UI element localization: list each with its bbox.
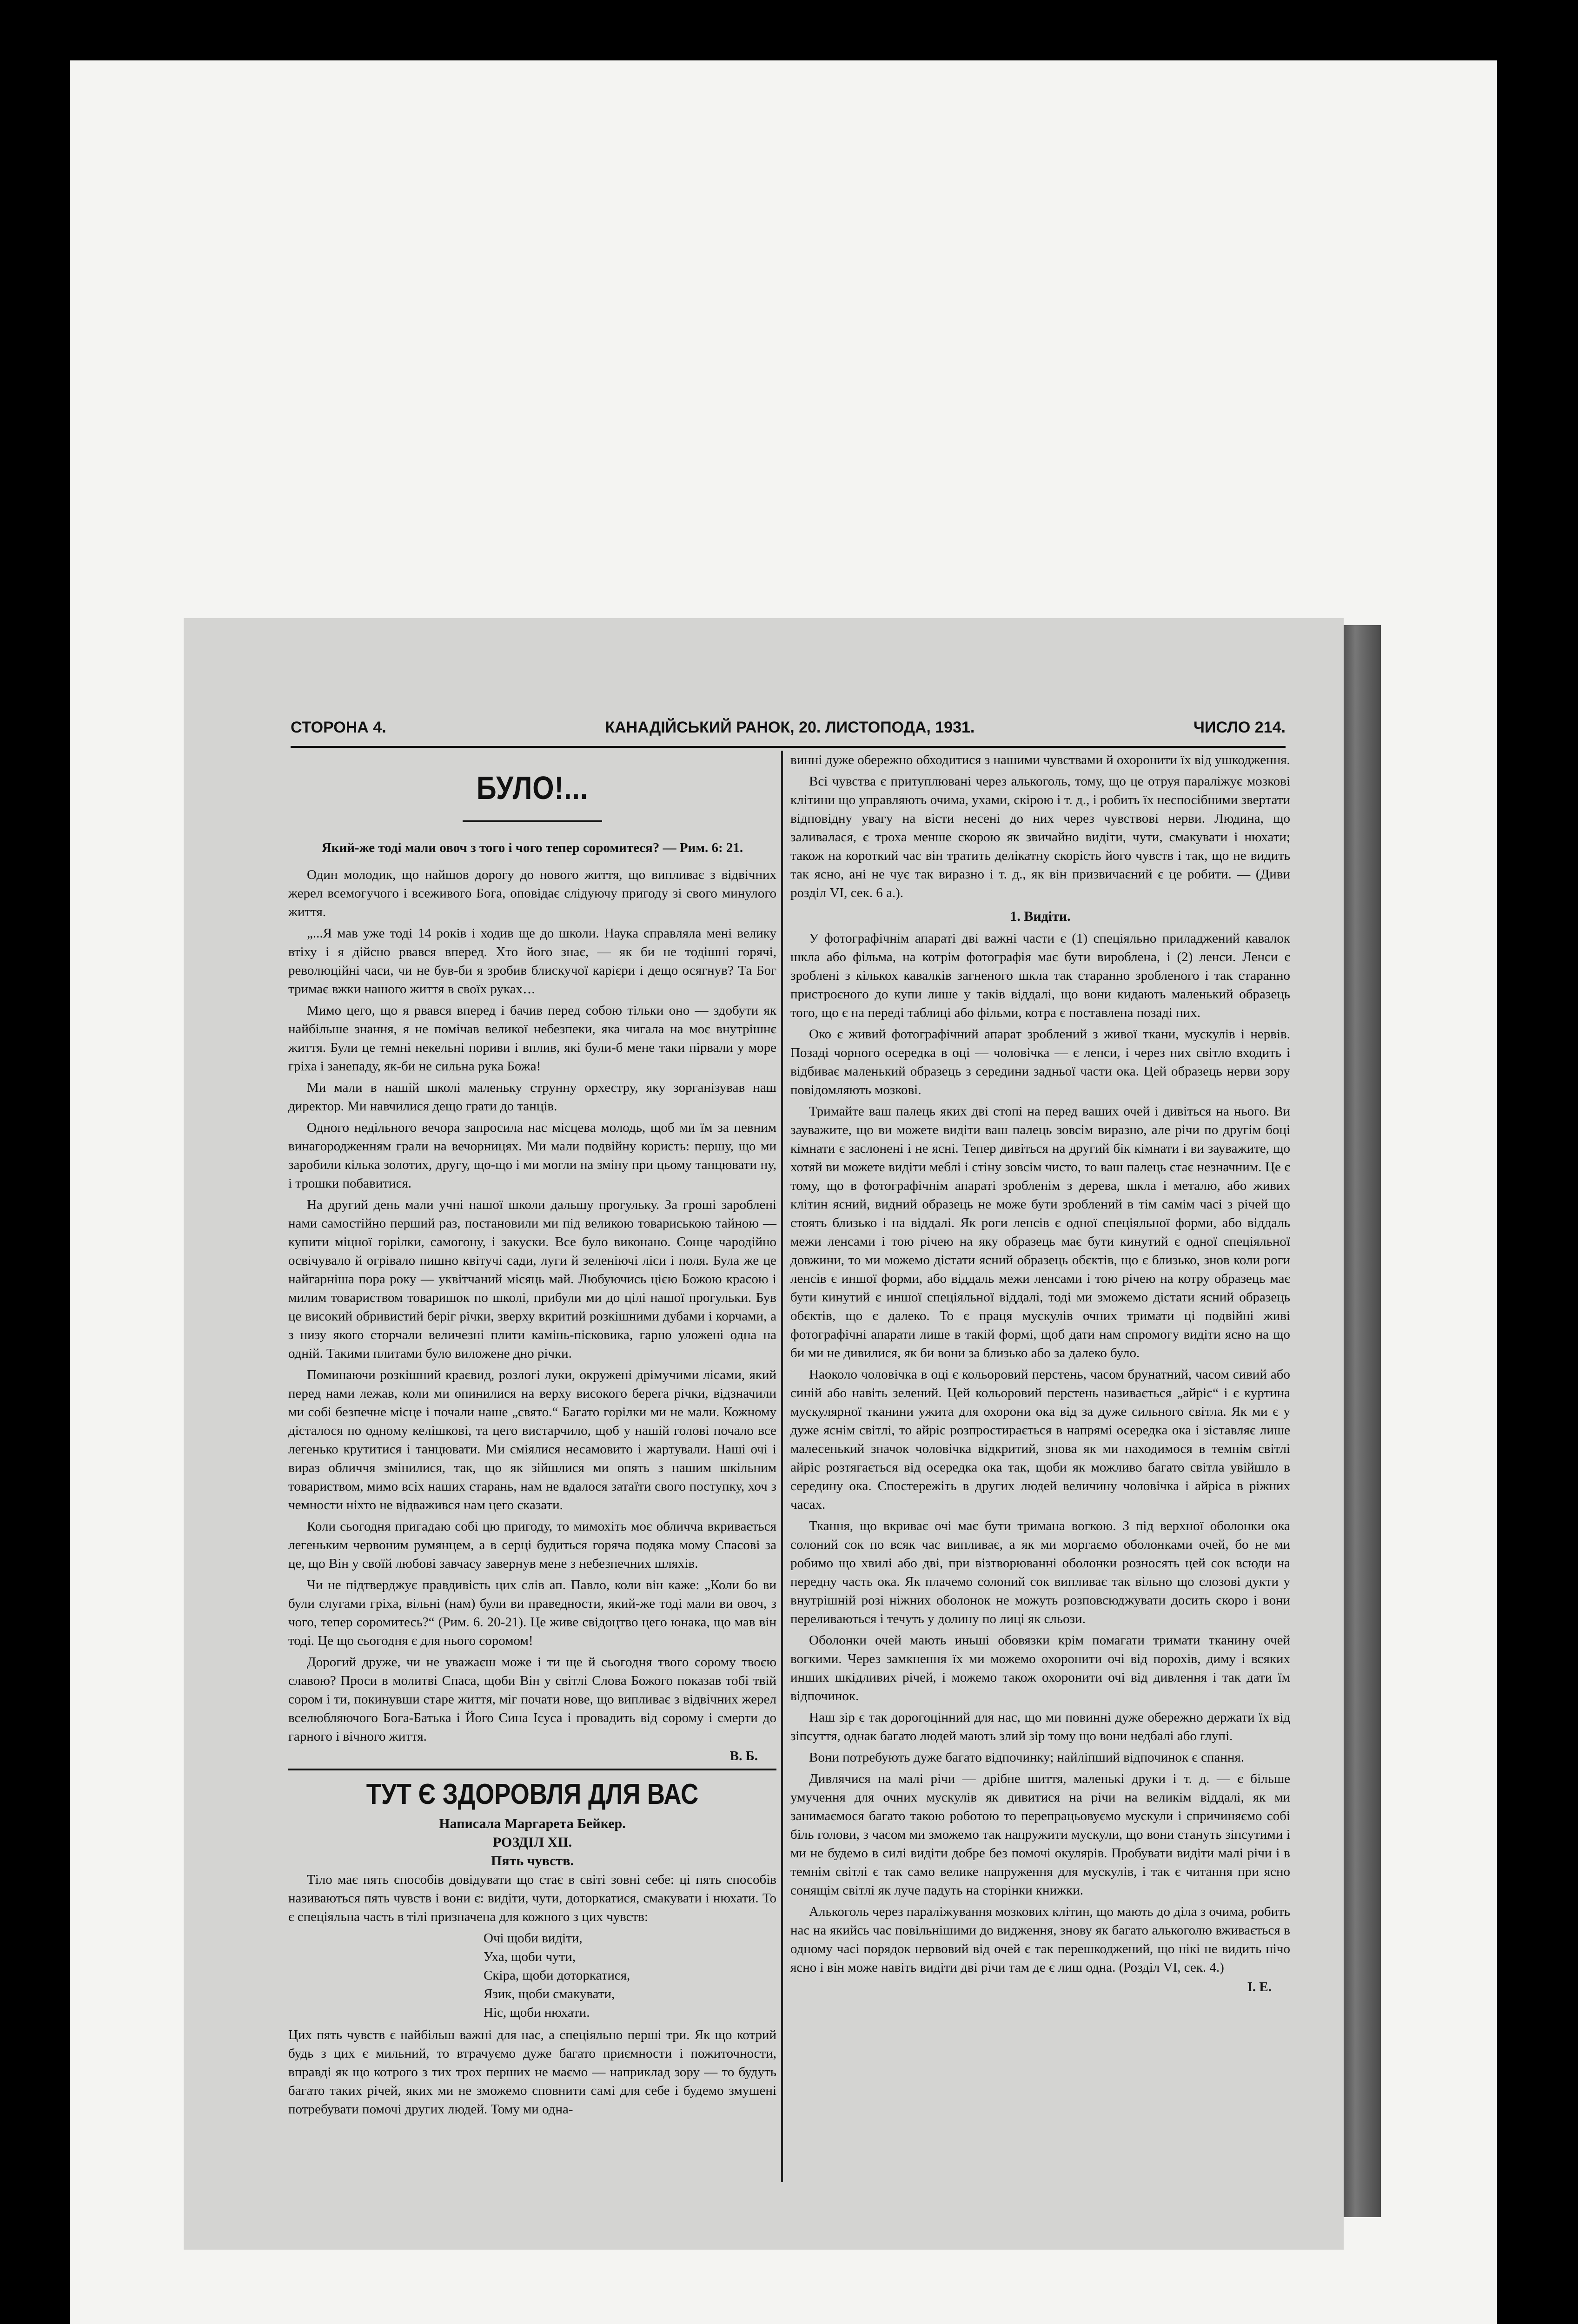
senses-line: Очі щоби видіти, bbox=[484, 1931, 583, 1946]
article2-signature: І. Е. bbox=[1247, 1980, 1272, 1994]
issue-number-label: ЧИСЛО 214. bbox=[1193, 718, 1286, 736]
article2-paragraph: Ткання, що вкриває очі має бути тримана вогкою. З під верхної оболонки ока солоний сок по всяк час випливає, а як ми моргаємо оболонками очей, бо не ми робимо що хвилі або дві, при візтворюванні оболонки розносять цей сок всюди на передну часть ока. Як плачемо солоний сок випливає так вільно що слозові дукти у внутрішній розі ніжних оболонок не можуть розповсюджувати досить скоро і вони переливаються і течуть у долину по лиці як сльози. bbox=[790, 1519, 1290, 1626]
article1-title: БУЛО!... bbox=[476, 770, 589, 806]
right-column bbox=[790, 751, 1290, 1999]
article2-author: Написала Маргарета Бейкер. bbox=[439, 1816, 626, 1831]
article2-paragraph: винні дуже обережно обходитися з нашими чувствами й охоронити їх від ушкодження. bbox=[790, 753, 1290, 767]
article2-subhead: 1. Видіти. bbox=[1010, 909, 1071, 924]
article1-paragraph: Ми мали в нашій школі маленьку струнну орхестру, яку зорганізував наш директор. Ми навчилися дещо грати до танців. bbox=[288, 1080, 776, 1114]
article2-left-continuation: Цих пять чувств є найбільш важні для нас, а спеціяльно перші три. Як що котрий будь з цих є мильний, то втрачуємо дуже багато приємности і пожиточности, вправді як що котрого з тих трох перших не маємо — наприклад зору — то будуть багато таких річей, яких ми не зможемо сповнити самі для себе і будемо змушені потребувати помочі других людей. Тому ми одна- bbox=[288, 2027, 776, 2117]
senses-line: Язик, щоби смакувати, bbox=[484, 1987, 615, 2001]
senses-line: Уха, щоби чути, bbox=[484, 1949, 576, 1964]
newspaper-dateline: КАНАДІЙСЬКИЙ РАНОК, 20. ЛИСТОПОДА, 1931. bbox=[605, 718, 975, 736]
column-divider bbox=[781, 751, 783, 2182]
article2-paragraph: Наоколо чоловічка в оці є кольоровий перстень, часом брунатний, часом сивий або синій або навіть зелений. Цей кольоровий перстень називається „айріс“ і є куртина мускулярної тканини ужита для охорони ока від за дуже сильного світла. Як ми є у дуже яснім світлі, то айріс розпростирається в напрямі осередка ока і зіставляє лише малесенький значок чоловічка відкритий, знова як ми находимося в темнім світлі айріс розтягається від осередка ока так, щоби як можливо багато світла увійшло в середину ока. Спостережіть в других людей величину чоловічка і айріса в ріжних часах. bbox=[790, 1367, 1290, 1512]
article1-paragraph: Мимо цего, що я рвався вперед і бачив перед собою тільки оно — здобути як найбільше знання, я не помічав великої небезпеки, яка чигала на моє внутрішнє життя. Були це темні некельні пориви і вплив, які були-б мене таки пірвали у море гріха і занепаду, як-би не сильна рука Божа! bbox=[288, 1003, 776, 1074]
article1-paragraph: На другий день мали учні нашої школи дальшу прогульку. За гроші зароблені нами самостійно перший раз, постановили ми під великою товариською тайною — купити міцної горілки, самогону, і закуски. Все було виконано. Сонце чародійно освічувало й огрівало пишно квітучі сади, луги й зеленіючі ліси і поля. Була же це найгарніша пора року — уквітчаний місяць май. Любуючись цією Божою красою і милим товариством товаришок по школі, прибули ми до цілі нашої прогульки. Був це високий обривистий беріг річки, зверху вкритий розкішними дубами і корчами, а з низу якого сторчали величезні плити камінь-пісковика, гарно уложені одна на одній. Такими плитами було виложене дно річки. bbox=[288, 1197, 776, 1361]
article2-section: Пять чувств. bbox=[491, 1853, 574, 1868]
article2-paragraph: Тримайте ваш палець яких дві стопі на перед ваших очей і дивіться на нього. Ви зауважите, що ви можете видіти ваш палець зовсім виразно, але річи по другім боці кімнати є заслонені і не ясні. Тепер дивіться на другий бік кімнати і ви зауважите, що хотяй ви можете видіти меблі і стіну зовсім чисто, то ваш палець стає незначним. Це є тому, що в фотографічнім апараті зробленім з дерева, шкла і металю, або живих клітин ясний, видний образець не може бути зроблений в тім самім часі з річей що стоять близько і на віддалі. Як роги ленсів є одної спеціяльної форми, або віддаль межи ленсами і тою річею на яку образець має бути кинутий є одної спеціяльної довжини, то ми можемо дістати ясний образець обєктів, що є близько, знов коли роги ленсів є иншої форми, або віддаль межи ленсами і тою річею на котру образець має бути кинутий є иншої спеціяльної віддалі, тоді ми зможемо дістати ясний образець обєктів, що є далеко. То є праця мускулів очних тримати ці подвійні живі фотографічні апарати лише в такій формі, щоб дати нам спромогу видіти ясно на що би ми не дивилися, як би вони за близько або за далеко було. bbox=[790, 1104, 1290, 1360]
article1-paragraph: Поминаючи розкішний краєвид, розлогі луки, окружені дрімучими лісами, який перед нами лежав, коли ми опинилися на верху високого берега річки, відзначили ми собі безпечне місце і почали наше „свято.“ Багато горілки ми не мали. Кожному дісталося по одному келішкові, та цего вистарчило, щоб у нашій голові почало все легенько крутитися і танцювати. Ми сміялися несамовито і жартували. Наші очі і вираз обличчя змінилися, так, що як зійшлися ми опять з нашим шкільним товариством, мимо всіх наших старань, нам не вдалося затаїти свого поступку, хоч з чемности ніхто не відважився нам цего сказати. bbox=[288, 1367, 776, 1512]
article1-paragraph: Чи не підтверджує правдивість цих слів ап. Павло, коли він каже: „Коли бо ви були слугами гріха, вільні (нам) були ви праведности, який-же тоді мали ви овоч, з чого, тепер соромитесь?“ (Рим. 6. 20-21). Це живе свідоцтво цего юнака, що мав він тоді. Це що сьогодня є для нього соромом! bbox=[288, 1578, 776, 1648]
left-column bbox=[288, 751, 776, 2121]
article2-paragraph: Алькоголь через параліжування мозкових клітин, що мають до діла з очима, робить нас на якийсь час повільнішими до видження, знову як багато алькоголю вживається в одному часі порядок нервовий від очей є так перешкоджений, що нікі не видить нічо ясно і він може навіть видіти дві річи там де є лиш одна. (Розділ VI, сек. 4.) bbox=[790, 1904, 1290, 1975]
article2-paragraph: Наш зір є так дорогоцінний для нас, що ми повинні дуже обережно держати їх від зіпсуття, однак багато людей мають злий зір тому що вони недбалі або глупі. bbox=[790, 1710, 1290, 1743]
header-rule bbox=[291, 746, 1286, 748]
senses-line: Скіра, щоби доторкатися, bbox=[484, 1968, 630, 1983]
article1-paragraph: Один молодик, що найшов дорогу до нового життя, що випливає з відвічних жерел всемогучого і всеживого Бога, оповідає слідуючу пригоду зі свого минулого життя. bbox=[288, 867, 776, 919]
article2-paragraph: Вони потребують дуже багато відпочинку; найліпший відпочинок є спання. bbox=[809, 1750, 1244, 1765]
article2-paragraph: Око є живий фотографічний апарат зроблений з живої ткани, мускулів і нервів. Позаді чорного осередка в оці — чоловічка — є ленси, і через них світло входить і відбиває маленький образець з середини задньої части ока. Цей образець нерви зору повідомляють мозкові. bbox=[790, 1027, 1290, 1097]
title-underline bbox=[463, 820, 602, 822]
article2-paragraph: Оболонки очей мають иньші обовязки крім помагати тримати тканину очей вогкими. Через замкнення їх ми можемо охоронити очі від порохів, диму і всяких инших шкідливих річей, і можемо також охоронити очі від дивлення і так дати їм відпочинок. bbox=[790, 1633, 1290, 1703]
article1-paragraph: Коли сьогодня пригадаю собі цю пригоду, то мимохіть моє обличча вкривається легеньким червоним румянцем, а в серці будиться горяча подяка мому Спасові за це, що Він у своїй любові завчасу завернув мене з небезпечних шляхів. bbox=[288, 1519, 776, 1571]
article2-title: ТУТ Є ЗДОРОВЛЯ ДЛЯ ВАС bbox=[366, 1778, 699, 1810]
senses-line: Ніс, щоби нюхати. bbox=[484, 2005, 590, 2020]
article1-paragraph: Одного недільного вечора запросила нас місцева молодь, щоб ми їм за певним винагородженням грали на вечорницях. Ми мали подвійну користь: першу, що ми заробили кілька золотих, другу, що-що і ми могли на зміну при цьому танцювати ну, і трошки побавитися. bbox=[288, 1120, 776, 1191]
article-separator bbox=[288, 1769, 776, 1770]
article1-paragraph: Дорогий друже, чи не уважаєш може і ти ще й сьогодня твого сорому твоєю славою? Проси в молитві Спаса, щоби Він у світлі Слова Божого показав тобі твій сором і ти, покинувши старе життя, міг почати нове, що випливає з відвічних жерел вселюбляючого Бога-Батька і Його Сина Ісуса і провадить від сорому і смерти до гарного і вічного життя. bbox=[288, 1655, 776, 1744]
article2-paragraph: Дивлячися на малі річи — дрібне шиття, маленькі друки і т. д. — є більше умучення для очних мускулів як дивитися на річи на великім віддалі, як ми занимаємося багато такою роботою то перепрацьовуємо мускули і спричиняємо собі біль голови, з часом ми зможемо так напружити мускули, що вони стануть зіпсутими і ми не будемо в силі видіти добре без помочі окулярів. Пробувати видіти малі річи і в темнім світлі є так само велике напруження для мускулів, і так є читання при ясно сонящім світлі як луче падуть на сторінки книжки. bbox=[790, 1771, 1290, 1898]
article2-paragraph: У фотографічнім апараті дві важні части є (1) спеціяльно приладжений кавалок шкла або фільма, на котрім фотографія має бути вироблена, і (2) ленси. Ленси є зроблені з кількох кавалків загненого шкла так старанно зробленого і так старанно пристроєного до купи лише у таків віддалі, що вони кидають маленький образець того, що є на переді таблиці або фільми, котра є поставлена позаді них. bbox=[790, 931, 1290, 1020]
article2-intro: Тіло має пять способів довідувати що стає в світі зовні себе: ці пять способів називаються пять чувств і вони є: видіти, чути, доторкатися, смакувати і нюхати. То є спеціяльна часть в тілі призначена для кожного з цих чувств: bbox=[288, 1872, 776, 1924]
newspaper-page bbox=[184, 618, 1344, 2250]
article1-signature: В. Б. bbox=[729, 1749, 758, 1763]
article1-paragraph: „...Я мав уже тоді 14 років і ходив ще до школи. Наука справляла мені велику втіху і я дійсно рвався вперед. Хто його знає, — як би не тодішні горячі, революційні часи, чи не був-би я зробив блискучої карієри і дещо осягнув? Та Бог тримає вжки нашого життя в своїх руках‥. bbox=[288, 926, 776, 997]
page-number-label: СТОРОНА 4. bbox=[291, 718, 386, 736]
article1-epigraph: Який-же тоді мали овоч з того і чого тепер соромитеся? — Рим. 6: 21. bbox=[321, 840, 743, 855]
page-header bbox=[291, 713, 1286, 741]
senses-list bbox=[484, 1929, 776, 2022]
article2-paragraph: Всі чувства є притуплювані через алькоголь, тому, що це отруя параліжує мозкові клітини що управляють очима, ухами, скірою і т. д., і робить їх неспосібними звертати відповідну увагу на вісти несені до них через чувствові нерви. Людина, що заливалася, є троха менше скорою як звичайно видіти, чути, смакувати і нюхати; також на короткий час він тратить делікатну скорість його чувств і так, що не видить так ясно, ані не чує так виразно і т. д., як він призвичаєний є це робити. — (Диви розділ VI, сек. 6 а.). bbox=[790, 774, 1290, 900]
article2-chapter: РОЗДІЛ XII. bbox=[492, 1835, 572, 1850]
